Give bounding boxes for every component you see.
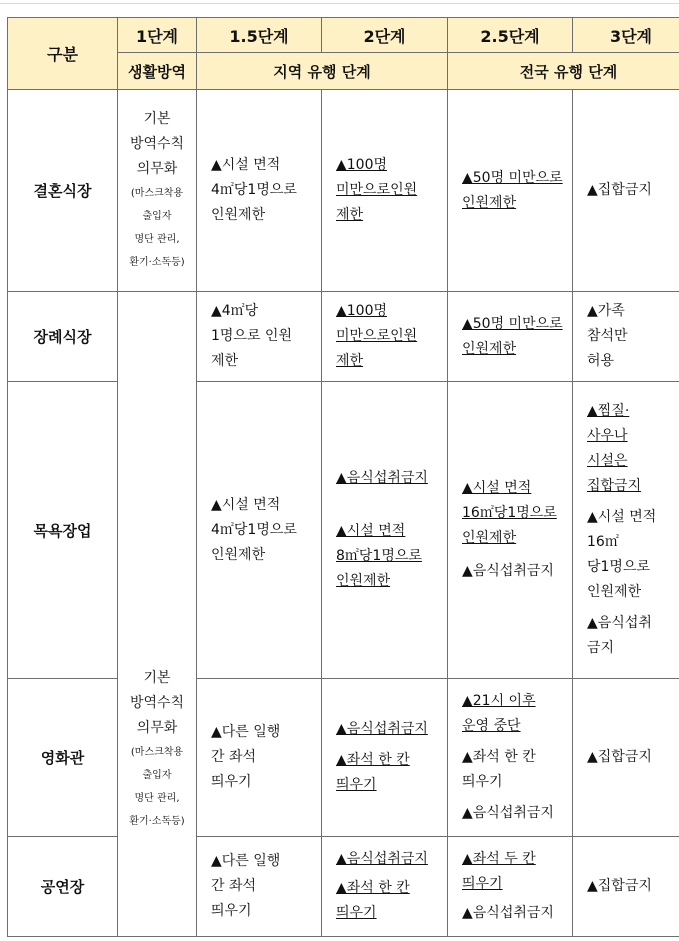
rule-line: ▲시설 면적 — [462, 480, 532, 496]
basic-rule-detail: 명단 관리, — [134, 792, 180, 804]
rule-line: ▲음식섭취금지 — [336, 721, 428, 737]
funeral-stage-2-5 — [448, 292, 573, 382]
rule-line: 시설은 — [587, 453, 628, 469]
table-row-performance — [8, 837, 679, 937]
wedding-stage-2-5 — [448, 90, 573, 292]
rule-line: 금지 — [587, 640, 615, 656]
rule-line: ▲음식섭취 — [587, 615, 652, 631]
rule-line: ▲4㎡당 — [211, 303, 259, 319]
rule-line: ▲시설 면적 — [587, 509, 657, 525]
cinema-stage-3 — [573, 679, 679, 837]
basic-rule-line: 기본 — [143, 669, 171, 686]
header-level-regional: 지역 유행 단계 — [197, 53, 448, 90]
rule-line: 8㎡당1명으로 — [336, 548, 422, 564]
rule-line: 사우나 — [587, 428, 628, 444]
rule-line: 띄우기 — [462, 774, 503, 790]
cinema-stage-1-5 — [197, 679, 322, 837]
rule-line: ▲좌석 두 칸 — [462, 851, 536, 867]
rule-line: ▲100명 — [336, 303, 388, 319]
rule-line: 16㎡당1명으로 — [462, 505, 557, 521]
rule-line: 미만으로인원 — [336, 182, 418, 198]
header-category: 구분 — [8, 18, 118, 90]
rule-line: ▲다른 일행 — [211, 853, 281, 869]
performance-stage-1-5 — [197, 837, 322, 937]
basic-rule-line: 의무화 — [136, 719, 178, 736]
rule-line: ▲시설 면적 — [211, 496, 281, 513]
rule-line: 인원제한 — [462, 194, 517, 211]
table-row-funeral — [8, 292, 679, 382]
performance-stage-2-5 — [448, 837, 573, 937]
rule-line: ▲50명 미만으로 — [462, 169, 563, 186]
rule-line: ▲집합금지 — [587, 749, 652, 765]
header-stage-2-5: 2.5단계 — [448, 18, 573, 53]
rule-line: 인원제한 — [587, 584, 642, 600]
rule-line: ▲음식섭취금지 — [336, 851, 428, 867]
rule-line: ▲음식섭취금지 — [462, 905, 554, 921]
rule-line: ▲가족 — [587, 303, 625, 319]
bath-stage-2 — [322, 382, 448, 679]
performance-stage-3 — [573, 837, 679, 937]
rule-line: 4㎡당1명으로 — [211, 521, 297, 538]
funeral-stage-2 — [322, 292, 448, 382]
rule-line: 집합금지 — [587, 478, 642, 494]
rule-line: ▲100명 — [336, 157, 388, 173]
basic-rule-line: 방역수칙 — [129, 136, 185, 152]
rule-line: 간 좌석 — [211, 878, 257, 894]
basic-rule-line: 방역수칙 — [129, 694, 185, 711]
rule-line: 4㎡당1명으로 — [211, 182, 297, 198]
rule-line: ▲좌석 한 칸 — [336, 752, 410, 768]
rule-line: 인원제한 — [336, 573, 391, 589]
bath-stage-2-5 — [448, 382, 573, 679]
header-stage-1-5: 1.5단계 — [197, 18, 322, 53]
table-row-wedding — [8, 90, 679, 292]
bath-stage-3 — [573, 382, 679, 679]
rule-line: ▲좌석 한 칸 — [336, 880, 410, 896]
row-name-performance: 공연장 — [8, 837, 118, 937]
basic-rule-detail: 환기·소독등) — [129, 257, 185, 268]
rule-line: ▲찜질· — [587, 403, 630, 419]
distancing-stage-table — [7, 17, 679, 937]
rule-line: ▲시설 면적 — [336, 523, 406, 539]
rule-line: 미만으로인원 — [336, 328, 418, 344]
rule-line: 띄우기 — [211, 774, 252, 790]
cinema-stage-2 — [322, 679, 448, 837]
wedding-stage-2 — [322, 90, 448, 292]
rule-line: ▲집합금지 — [587, 878, 652, 894]
row-name-funeral: 장례식장 — [8, 292, 118, 382]
rule-line: 띄우기 — [462, 876, 503, 892]
basic-rule-detail: 명단 관리, — [134, 234, 180, 245]
top-divider — [0, 3, 679, 4]
basic-rule-cell-2 — [118, 292, 197, 937]
rule-line: ▲음식섭취금지 — [336, 470, 428, 486]
rule-line: 1명으로 인원 — [211, 328, 292, 344]
basic-rule-line: 기본 — [143, 111, 171, 127]
rule-line: 띄우기 — [336, 777, 377, 793]
basic-rule-line: 의무화 — [136, 161, 178, 177]
bath-stage-1-5 — [197, 382, 322, 679]
funeral-stage-1-5 — [197, 292, 322, 382]
rule-line: 띄우기 — [336, 905, 377, 921]
rule-line: 인원제한 — [211, 207, 266, 223]
basic-rule-cell-1 — [118, 90, 197, 292]
header-stage-2: 2단계 — [322, 18, 448, 53]
wedding-stage-3 — [573, 90, 679, 292]
table-row-cinema — [8, 679, 679, 837]
rule-line: 참석만 — [587, 328, 628, 344]
rule-line: ▲50명 미만으로 — [462, 315, 563, 332]
rule-line: ▲다른 일행 — [211, 724, 281, 740]
row-name-wedding: 결혼식장 — [8, 90, 118, 292]
rule-line: 16㎡ — [587, 534, 619, 550]
row-name-cinema: 영화관 — [8, 679, 118, 837]
rule-line: 인원제한 — [462, 530, 517, 546]
row-name-bath: 목욕장업 — [8, 382, 118, 679]
rule-line: ▲시설 면적 — [211, 157, 281, 173]
funeral-stage-3 — [573, 292, 679, 382]
wedding-stage-1-5 — [197, 90, 322, 292]
rule-line: 제한 — [211, 353, 239, 369]
rule-line: ▲21시 이후 — [462, 693, 536, 709]
rule-line: 허용 — [587, 353, 615, 369]
cinema-stage-2-5 — [448, 679, 573, 837]
basic-rule-detail: 출입자 — [142, 211, 172, 222]
rule-line: 운영 중단 — [462, 718, 521, 734]
header-stage-3: 3단계 — [573, 18, 679, 53]
table-row-bath — [8, 382, 679, 679]
rule-line: 인원제한 — [462, 340, 517, 357]
performance-stage-2 — [322, 837, 448, 937]
rule-line: ▲음식섭취금지 — [462, 805, 554, 821]
basic-rule-detail: 환기·소독등) — [129, 815, 185, 827]
header-level-national: 전국 유행 단계 — [448, 53, 679, 90]
rule-line: 띄우기 — [211, 903, 252, 919]
rule-line: 간 좌석 — [211, 749, 257, 765]
rule-line: 당1명으로 — [587, 559, 651, 575]
basic-rule-detail: (마스크착용 — [130, 188, 184, 199]
basic-rule-detail: (마스크착용 — [130, 746, 184, 758]
rule-line: 제한 — [336, 207, 364, 223]
header-stage-1: 1단계 — [118, 18, 197, 53]
rule-line: ▲음식섭취금지 — [462, 563, 554, 579]
rule-line: ▲좌석 한 칸 — [462, 749, 536, 765]
rule-line: 제한 — [336, 353, 364, 369]
rule-line: ▲집합금지 — [587, 182, 652, 198]
rule-line: 인원제한 — [211, 546, 266, 563]
header-level-daily: 생활방역 — [118, 53, 197, 90]
basic-rule-detail: 출입자 — [142, 769, 172, 781]
